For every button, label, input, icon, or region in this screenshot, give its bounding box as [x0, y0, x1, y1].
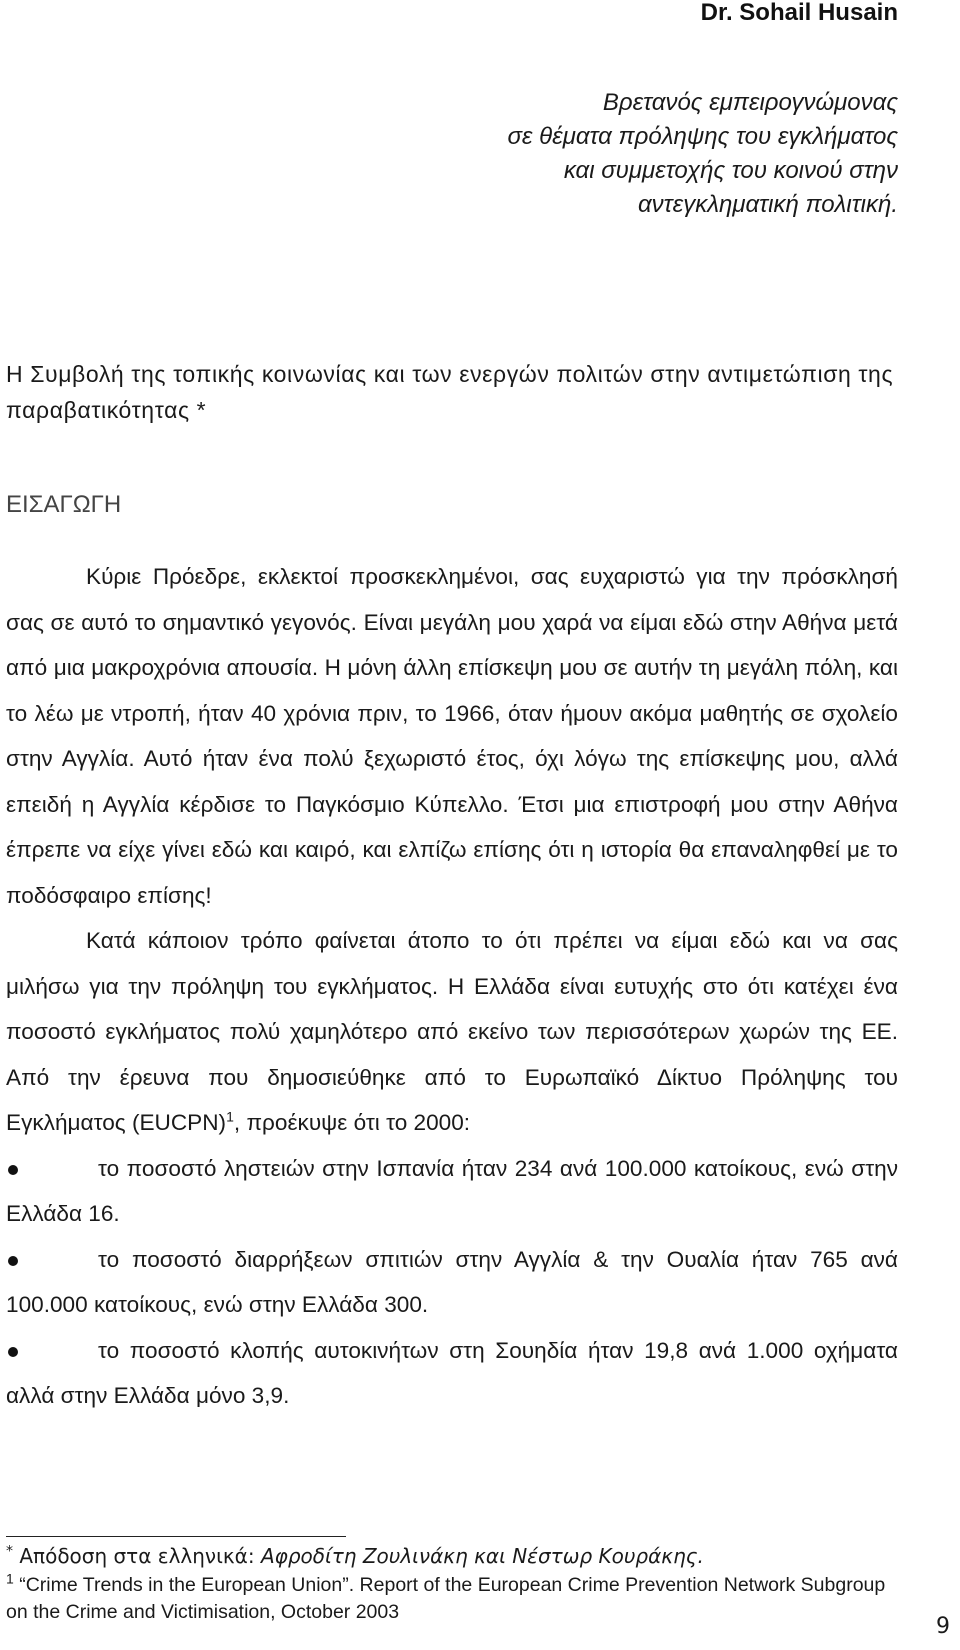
author-affiliation [298, 86, 898, 222]
footnote-ref: 1 [226, 1108, 234, 1125]
footnote-label: Απόδοση στα ελληνικά: [19, 1544, 255, 1568]
title-footnote-mark: * [196, 397, 207, 423]
list-item-text: το ποσοστό διαρρήξεων σπιτιών στην Αγγλία & την Ουαλία ήταν 765 ανά 100.000 κατοίκους, ενώ στην Ελλάδα 300. [6, 1246, 898, 1317]
document-title [6, 356, 898, 428]
paragraph-text: , προέκυψε ότι το 2000: [233, 1110, 471, 1135]
affiliation-line: σε θέματα πρόληψης του εγκλήματος [507, 123, 898, 150]
translator-names: Αφροδίτη Ζουλινάκη και Νέστωρ Κουράκης. [260, 1544, 704, 1568]
footnote-text: “Crime Trends in the European Union”. Report of the European Crime Prevention Network Subgroup on the Crime and Victimisation, October 2003 [6, 1574, 886, 1623]
author-name: Dr. Sohail Husain [700, 0, 898, 26]
title-text: Η Συμβολή της τοπικής κοινωνίας και των ενεργών πολιτών στην αντιμετώπιση της παραβατικότητας [6, 361, 894, 423]
footnote-source [6, 1572, 898, 1626]
list-item [6, 1237, 898, 1328]
list-item-text: το ποσοστό ληστειών στην Ισπανία ήταν 234 ανά 100.000 κατοίκους, ενώ στην Ελλάδα 16. [6, 1155, 898, 1226]
footnote-divider [6, 1536, 346, 1537]
paragraph [6, 918, 898, 1146]
bullet-icon [8, 1256, 18, 1266]
list-item [6, 1328, 898, 1419]
list-item-text: το ποσοστό κλοπής αυτοκινήτων στη Σουηδία ήταν 19,8 ανά 1.000 οχήματα αλλά στην Ελλάδα μόνο 3,9. [6, 1337, 898, 1408]
paragraph-text: Κατά κάποιον τρόπο φαίνεται άτοπο το ότι πρέπει να είμαι εδώ και να σας μιλήσω για την πρόληψη του εγκλήματος. Η Ελλάδα είναι ευτυχής στο ότι κατέχει ένα ποσοστό εγκλήματος πολύ χαμηλότερο από εκείνο των περισσότερων χωρών της ΕΕ. Από την έρευνα που δημοσιεύθηκε από το Ευρωπαϊκό Δίκτυο Πρόληψης του Εγκλήματος (EUCPN) [6, 928, 898, 1135]
footnote-mark: * [6, 1543, 13, 1560]
page-number: 9 [936, 1614, 950, 1639]
list-item [6, 1146, 898, 1237]
paragraph: Κύριε Πρόεδρε, εκλεκτοί προσκεκλημένοι, σας ευχαριστώ για την πρόσκλησή σας σε αυτό το σημαντικό γεγονός. Είναι μεγάλη μου χαρά να είμαι εδώ στην Αθήνα μετά από μια μακροχρόνια απουσία. Η μόνη άλλη επίσκεψη μου σε αυτήν τη μεγάλη πόλη, και το λέω με ντροπή, ήταν 40 χρόνια πριν, το 1966, όταν ήμουν ακόμα μαθητής σε σχολείο στην Αγγλία. Αυτό ήταν ένα πολύ ξεχωριστό έτος, όχι λόγω της επίσκεψης μου, αλλά επειδή η Αγγλία κέρδισε το Παγκόσμιο Κύπελλο. Έτσι μια επιστροφή μου στην Αθήνα έπρεπε να είχε γίνει εδώ και καιρό, και ελπίζω επίσης ότι η ιστορία θα επαναληφθεί με το ποδόσφαιρο επίσης! [6, 564, 898, 908]
bullet-icon [8, 1165, 18, 1175]
bullet-list [6, 1146, 898, 1419]
affiliation-line: αντεγκληματική πολιτική. [637, 191, 898, 218]
section-heading: ΕΙΣΑΓΩΓΗ [6, 491, 122, 518]
affiliation-line: Βρετανός εμπειρογνώμονας [602, 89, 898, 116]
affiliation-line: και συμμετοχής του κοινού στην [563, 157, 898, 184]
footnote-mark: 1 [6, 1570, 14, 1587]
body-text [6, 554, 898, 1419]
footnote-translation [6, 1542, 898, 1570]
bullet-icon [8, 1347, 18, 1357]
